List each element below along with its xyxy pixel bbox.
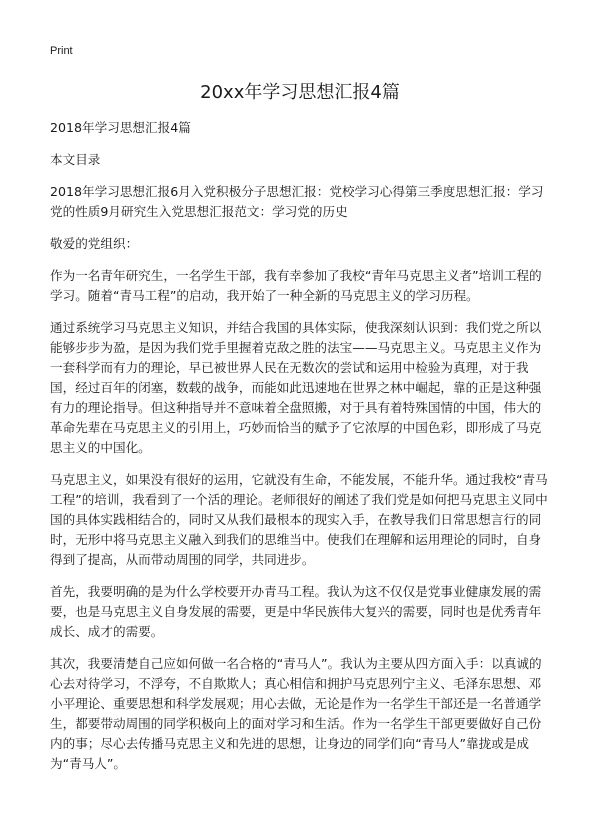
- toc-heading: 本文目录: [50, 152, 101, 167]
- print-label[interactable]: Print: [50, 45, 73, 57]
- document-body: [50, 118, 550, 786]
- body-paragraph: 作为一名青年研究生，一名学生干部，我有幸参加了我校“青年马克思主义者”培训工程的学习。随着“青马工程”的启动，我开始了一种全新的马克思主义的学习历程。: [50, 268, 542, 303]
- body-paragraph: 其次，我要清楚自己应如何做一名合格的“青马人”。我认为主要从四方面入手：以真诚的心去对待学习，不浮夸，不自欺欺人；真心相信和拥护马克思列宁主义、毛泽东思想、邓小平理论、重要思想和科学发展观；用心去做，无论是作为一名学生干部还是一名普通学生，都要带动周围的同学积极向上的面对学习和生活。作为一名学生干部更要做好自己份内的事；尽心去传播马克思主义和先进的思想，让身边的同学们向“青马人”靠拢或是成为“青马人”。: [50, 656, 542, 771]
- toc-text: 2018年学习思想汇报6月入党积极分子思想汇报：党校学习心得第三季度思想汇报：学习党的性质9月研究生入党思想汇报范文：学习党的历史: [50, 184, 544, 219]
- body-paragraph: 通过系统学习马克思主义知识，并结合我国的具体实际，使我深刻认识到：我们党之所以能够步步为盈，是因为我们党手里握着克敌之胜的法宝——马克思主义。马克思主义作为一套科学而有力的理论，早已被世界人民在无数次的尝试和运用中检验为真理，对于我国，经过百年的闭塞，数载的战争，而能如此迅速地在世界之林中崛起，靠的正是这种强有力的理论指导。但这种指导并不意味着全盘照搬，对于具有着特殊国情的中国，伟大的革命先辈在马克思主义的引用上，巧妙而恰当的赋予了它浓厚的中国色彩，即形成了马克思主义的中国化。: [50, 320, 542, 455]
- document-subtitle: 2018年学习思想汇报4篇: [50, 120, 191, 135]
- salutation: 敬爱的党组织：: [50, 236, 139, 251]
- body-paragraph: 首先，我要明确的是为什么学校要开办青马工程。我认为这不仅仅是党事业健康发展的需要，也是马克思主义自身发展的需要，更是中华民族伟大复兴的需要，同时也是优秀青年成长、成才的需要。: [50, 584, 542, 639]
- document-title: 20xx年学习思想汇报4篇: [200, 82, 400, 103]
- body-paragraph: 马克思主义，如果没有很好的运用，它就没有生命，不能发展，不能升华。通过我校“青马工程”的培训，我看到了一个活的理论。老师很好的阐述了我们党是如何把马克思主义同中国的具体实践相结合的，同时又从我们最根本的现实入手，在教导我们日常思想言行的同时，无形中将马克思主义融入到我们的思维当中。使我们在理解和运用理论的同时，自身得到了提高，从而带动周围的同学，共同进步。: [50, 472, 548, 567]
